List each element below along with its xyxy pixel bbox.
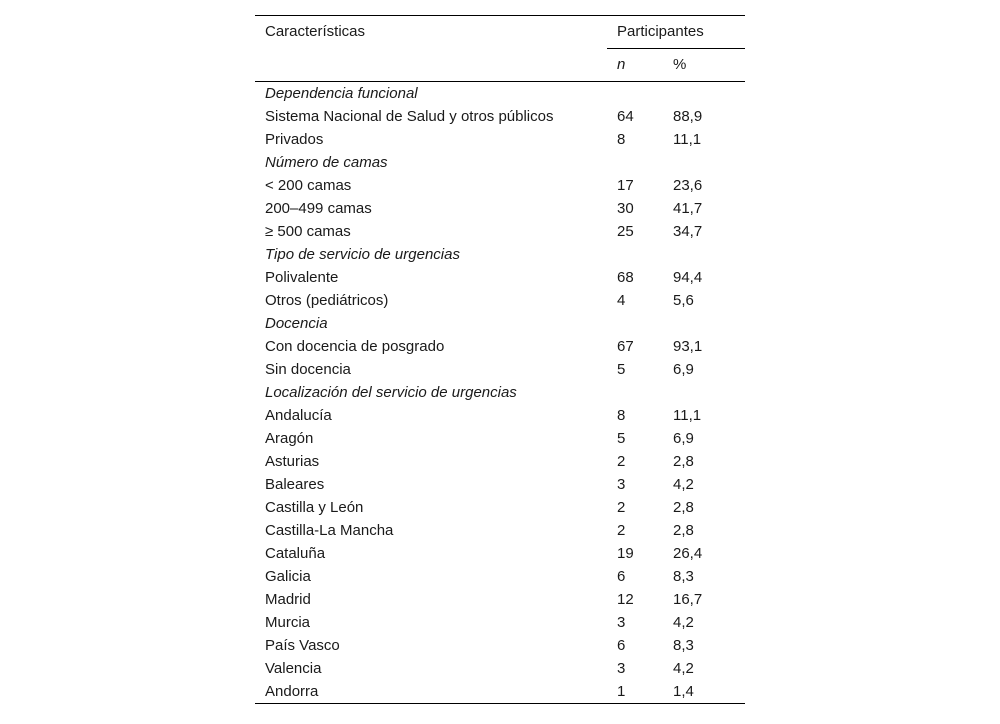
- row-percent: 6,9: [673, 430, 694, 447]
- section-label: Número de camas: [265, 154, 388, 171]
- row-n: 17: [617, 177, 634, 194]
- characteristics-table: [255, 15, 745, 704]
- header-empty: [255, 49, 607, 82]
- row-label: Andorra: [255, 680, 607, 704]
- row-label: Castilla y León: [265, 499, 364, 516]
- row-label: Valencia: [265, 660, 322, 677]
- section-header-row: [255, 312, 745, 335]
- table-row: [255, 519, 745, 542]
- table-row: [255, 611, 745, 634]
- row-n: 5: [617, 361, 626, 378]
- row-percent: 8,3: [673, 637, 694, 654]
- row-n: 8: [617, 407, 626, 424]
- row-label: Madrid: [265, 591, 311, 608]
- section-label: Tipo de servicio de urgencias: [265, 246, 460, 263]
- section-header-row: [255, 243, 745, 266]
- table-row: [255, 657, 745, 680]
- header-row-main: [255, 16, 745, 49]
- row-n: 3: [617, 660, 626, 677]
- row-percent: 2,8: [673, 499, 694, 516]
- row-label: 200–499 camas: [265, 200, 372, 217]
- row-percent: 2,8: [673, 522, 694, 539]
- section-label: Dependencia funcional: [265, 85, 418, 102]
- row-label: Sistema Nacional de Salud y otros públicos: [265, 108, 554, 125]
- row-label: Andalucía: [265, 407, 332, 424]
- table-header: [255, 16, 745, 82]
- header-characteristics: Características: [255, 16, 607, 49]
- row-n: 12: [617, 591, 634, 608]
- table-row: [255, 634, 745, 657]
- row-label: Baleares: [265, 476, 325, 493]
- table-row: [255, 427, 745, 450]
- section-header-row: [255, 381, 745, 404]
- row-n: 64: [617, 108, 634, 125]
- table-row: [255, 473, 745, 496]
- table-row: [255, 128, 745, 151]
- section-label: Docencia: [265, 315, 328, 332]
- table-row: [255, 542, 745, 565]
- table-row: [255, 174, 745, 197]
- row-percent: 1,4: [669, 680, 745, 704]
- table-row: [255, 197, 745, 220]
- row-label: Privados: [265, 131, 324, 148]
- table-row: [255, 335, 745, 358]
- row-n: 2: [617, 522, 626, 539]
- row-n: 19: [617, 545, 634, 562]
- row-percent: 2,8: [673, 453, 694, 470]
- row-label: Aragón: [265, 430, 314, 447]
- row-label: Con docencia de posgrado: [265, 338, 445, 355]
- row-percent: 4,2: [673, 476, 694, 493]
- row-label: Asturias: [265, 453, 320, 470]
- header-row-sub: [255, 49, 745, 82]
- table-row: [255, 404, 745, 427]
- table-body: [255, 82, 745, 704]
- row-n: 1: [607, 680, 669, 704]
- header-participants: Participantes: [607, 16, 745, 49]
- header-percent: %: [669, 49, 745, 82]
- table-row: [255, 680, 745, 704]
- row-label: País Vasco: [265, 637, 340, 654]
- row-percent: 11,1: [673, 407, 702, 424]
- section-header-row: [255, 151, 745, 174]
- row-n: 6: [617, 637, 626, 654]
- characteristics-table-container: [255, 15, 745, 704]
- row-label: Sin docencia: [265, 361, 351, 378]
- table-row: [255, 450, 745, 473]
- row-n: 2: [617, 499, 626, 516]
- row-label: ≥ 500 camas: [265, 223, 351, 240]
- row-n: 3: [617, 476, 626, 493]
- row-percent: 4,2: [673, 614, 694, 631]
- row-label: < 200 camas: [265, 177, 352, 194]
- table-row: [255, 220, 745, 243]
- table-row: [255, 588, 745, 611]
- section-header-row: [255, 82, 745, 106]
- table-row: [255, 289, 745, 312]
- row-percent: 6,9: [673, 361, 694, 378]
- row-percent: 41,7: [673, 200, 703, 217]
- row-label: Galicia: [265, 568, 311, 585]
- row-n: 25: [617, 223, 634, 240]
- row-n: 2: [617, 453, 626, 470]
- row-percent: 93,1: [673, 338, 703, 355]
- table-row: [255, 565, 745, 588]
- row-n: 30: [617, 200, 634, 217]
- table-row: [255, 105, 745, 128]
- row-n: 3: [617, 614, 626, 631]
- table-row: [255, 266, 745, 289]
- row-percent: 11,1: [673, 131, 702, 148]
- row-label: Cataluña: [265, 545, 326, 562]
- row-n: 6: [617, 568, 626, 585]
- row-percent: 8,3: [673, 568, 694, 585]
- row-n: 4: [617, 292, 626, 309]
- row-percent: 26,4: [673, 545, 703, 562]
- row-percent: 34,7: [673, 223, 703, 240]
- row-percent: 16,7: [673, 591, 703, 608]
- row-percent: 5,6: [673, 292, 694, 309]
- row-n: 68: [617, 269, 634, 286]
- table-row: [255, 358, 745, 381]
- row-label: Castilla-La Mancha: [265, 522, 394, 539]
- header-n: n: [607, 49, 669, 82]
- row-label: Otros (pediátricos): [265, 292, 389, 309]
- section-label: Localización del servicio de urgencias: [265, 384, 517, 401]
- row-label: Murcia: [265, 614, 311, 631]
- row-n: 5: [617, 430, 626, 447]
- row-percent: 23,6: [673, 177, 703, 194]
- row-percent: 88,9: [673, 108, 703, 125]
- row-percent: 94,4: [673, 269, 703, 286]
- table-row: [255, 496, 745, 519]
- row-n: 8: [617, 131, 626, 148]
- row-label: Polivalente: [265, 269, 339, 286]
- row-n: 67: [617, 338, 634, 355]
- row-percent: 4,2: [673, 660, 694, 677]
